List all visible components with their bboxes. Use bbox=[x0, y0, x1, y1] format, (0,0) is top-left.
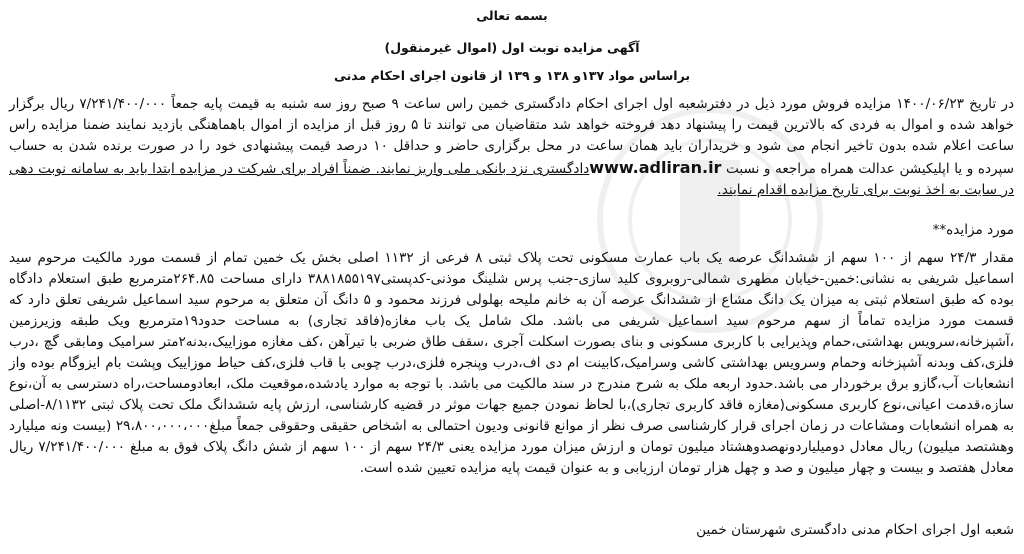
signature-line: شعبه اول اجرای احکام مدنی دادگستری شهرستان خمین bbox=[696, 522, 1014, 538]
section-label: مورد مزایده** bbox=[932, 222, 1014, 238]
adliran-link[interactable]: www.adliran.ir bbox=[589, 158, 722, 177]
bismillah-heading: بسمه تعالی bbox=[476, 8, 548, 23]
notice-subtitle: براساس مواد ۱۳۷و ۱۳۸ و ۱۳۹ از قانون اجرای احکام مدنی bbox=[333, 68, 691, 83]
description-paragraph: مقدار ۲۴/۳ سهم از ۱۰۰ سهم از ششدانگ عرصه یک باب عمارت مسکونی تحت پلاک ثبتی ۸ فرعی از ۱۱۳۲ اصلی بخش یک خمین تمام از قسمت مورد مالکیت مرحوم سید اسماعیل شریفی به نشانی:خمین-خیابان مطهری شمالی-روبروی کلید سازی-جنب پرس شلینگ موذنی-کدپستی۳۸۸۱۸۵۵۱۹۷ دارای مساحت ۲۶۴.۸۵مترمربع طبق استعلام دادگاه بوده که طبق استعلام ثبتی به میزان یک دانگ مشاع از ششدانگ عرصه آن به خانم ملیحه بهلولی فرزند محمود و ۵ دانگ آن متعلق به مرحوم سید اسماعیل شریفی تعلق دارد که قسمت مورد مزایده تماماً از سهم مرحوم سید اسماعیل شریفی می باشد. ملک شامل یک باب مغازه(فاقد تجاری) به مساحت حدود۱۹مترمربع ویک طبقه وزیرزمین ،آشپزخانه،سرویس بهداشتی،حمام وپذیرایی با کاربری مسکونی و بنای بصورت اسکلت آجری ،سقف طاق ضربی با تیرآهن ،کف مغازه موزاییک،بدنه۲متر سرامیک ومابقی گچ ،درب فلزی،کف وبدنه آشپزخانه وحمام وسرویس بهداشتی کاشی وسرامیک،کابینت ام دی اف،درب وپنجره فلزی،درب چوبی با قاب فلزی،کف حیاط موزاییک وپشت بام ایزوگام بوده واز انشعابات آب،گازو برق برخوردار می باشد.حدود اربعه ملک به شرح مندرج در سند مالکیت می باشد. با توجه به موارد یادشده،موقعیت ملک، ابعادومساحت،راه دسترسی به آن،نوع سازه،قدمت اعیانی،نوع کاربری مسکونی(مغازه فاقد کاربری تجاری)،با لحاظ نمودن جمیع جهات موثر در قضیه کارشناسی، ارزش پایه ششدانگ ملک تحت پلاک ثبتی ۸/۱۱۳۲-اصلی به همراه انشعابات ومشاعات در زمان اجرای قرار کارشناسی صرف نظر از موانع قانونی ودیون احتمالی به اشخاص حقیقی وحقوقی جمعاً مبلغ۲۹،۸۰۰،۰۰۰،۰۰۰ (بیست ونه میلیارد وهشتصد میلیون) ریال معادل دومیلیاردونهصدوهشتاد میلیون تومان و ارزش میزان مورد مزایده یعنی ۲۴/۳ سهم از ۱۰۰ سهم از شش دانگ پلاک فوق به مبلغ ۷/۲۴۱/۴۰۰/۰۰۰ ریال معادل هفتصد و بیست و چهار میلیون و صد و چهل هزار تومان ارزیابی و به عنوان قیمت پایه مزایده تعیین شده است. bbox=[9, 250, 1015, 476]
intro-text: در تاریخ ۱۴۰۰/۰۶/۲۳ مزایده فروش مورد ذیل در دفترشعبه اول اجرای احکام دادگستری خمین راس ساعت ۹ صبح روز سه شنبه به قیمت پایه جمعاً ۷/۲۴۱/۴۰۰/۰۰۰ ریال برگزار خواهد شده و اموال به فردی که بالاترین قیمت را پیشنهاد دهد فروخته خواهد شد متقاضیان می توانند تا ۵ روز قبل از مزایده از اموال باهماهنگی بازدید نمایند ضمنا مزایده راس ساعت اعلام شده بدون تاخیر انجام می شود و خریداران باید همان ساعت در محل برگزاری حاضر و حداقل ۱۰ درصد قیمت پیشنهادی خود را در صورت برنده شدن به حساب سپرده و یا اپلیکیشن عدالت همراه مراجعه و نسبت bbox=[9, 96, 1015, 177]
intro-text-after-link: دادگستری نزد بانکی ملی واریز نمایند. ضمناً افراد برای شرکت در مزایده ابتدا باید به سامانه نوبت دهی در سایت به اخذ نوبت برای تاریخ مزایده اقدام نمایند. bbox=[9, 161, 1014, 198]
intro-paragraph bbox=[9, 94, 1014, 201]
notice-title: آگهی مزایده نوبت اول (اموال غیرمنقول) bbox=[384, 40, 640, 55]
